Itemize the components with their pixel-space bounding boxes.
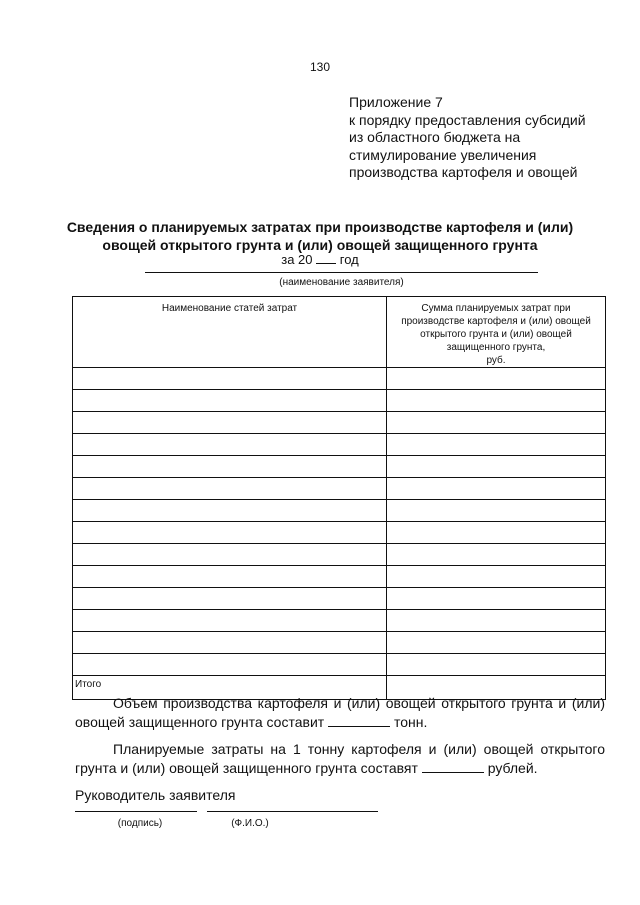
cost-sum-cell [387,434,606,456]
table-row [73,610,606,632]
cost-item-cell [73,478,387,500]
cost-sum-cell [387,654,606,676]
cost-sum-cell [387,632,606,654]
table-row [73,544,606,566]
cost-item-cell [73,368,387,390]
appendix-header [349,94,586,182]
cost-sum-cell [387,544,606,566]
volume-text: Объем производства картофеля и (или) овощей открытого грунта и (или) овощей защищенного грунта составит [75,695,605,730]
cost-sum-cell [387,588,606,610]
volume-blank [328,714,390,727]
cost-sum-cell [387,610,606,632]
cost-item-cell [73,500,387,522]
cost-sum-cell [387,522,606,544]
signature-line [75,811,197,812]
cost-item-cell [73,654,387,676]
table-header-row [73,297,606,368]
table-row [73,434,606,456]
signer-label: Руководитель заявителя [75,787,236,803]
cost-sum-cell [387,456,606,478]
cost-sum-cell [387,500,606,522]
year-blank [316,251,336,264]
table-row [73,632,606,654]
cost-item-cell [73,412,387,434]
table-row [73,588,606,610]
appendix-line: производства картофеля и овощей [349,164,578,180]
cost-sum-cell [387,412,606,434]
cost-item-cell [73,544,387,566]
year-prefix: за 20 [281,252,313,267]
table-row [73,522,606,544]
cost-per-ton-paragraph [75,740,605,778]
cost-per-ton-unit: рублей. [487,760,538,776]
appendix-line: Приложение 7 [349,94,443,110]
applicant-name-line [145,272,538,273]
fio-caption: (Ф.И.О.) [231,818,269,829]
cost-item-cell [73,434,387,456]
page-number: 130 [309,60,331,74]
volume-unit: тонн. [393,714,428,730]
cost-item-cell [73,610,387,632]
table-row [73,654,606,676]
signature-caption: (подпись) [117,818,163,829]
cost-sum-cell [387,368,606,390]
table-row [73,566,606,588]
cost-item-cell [73,588,387,610]
cost-item-cell [73,522,387,544]
cost-item-cell [73,390,387,412]
table-row [73,390,606,412]
document-title [40,218,600,254]
cost-sum-cell [387,478,606,500]
table-row [73,456,606,478]
cost-sum-cell [387,566,606,588]
cost-per-ton-text: Планируемые затраты на 1 тонну картофеля и (или) овощей открытого грунта и (или) овощей защищенного грунта составят [75,741,605,776]
production-volume-paragraph [75,694,605,732]
cost-per-ton-blank [422,760,484,773]
cost-sum-cell [387,390,606,412]
table-row [73,412,606,434]
title-line-2: овощей открытого грунта и (или) овощей защищенного грунта [102,237,538,253]
column-header-planned-sum: Сумма планируемых затрат при производстве картофеля и (или) овощей открытого грунта и (или) овощей защищенного грунта, руб. [387,297,606,368]
table-row [73,368,606,390]
applicant-caption: (наименование заявителя) [279,277,404,288]
table-row [73,500,606,522]
title-line-1: Сведения о планируемых затратах при производстве картофеля и (или) [66,219,574,235]
cost-table [72,296,606,700]
table-row [73,478,606,500]
cost-item-cell [73,566,387,588]
fio-line [207,811,378,812]
cost-item-cell [73,632,387,654]
total-label: Итого [73,676,387,700]
year-suffix: год [339,252,359,267]
column-header-cost-items: Наименование статей затрат [73,297,387,368]
appendix-line: стимулирование увеличения [349,146,537,163]
year-line [0,251,640,267]
appendix-line: из областного бюджета на [349,129,521,145]
appendix-line: к порядку предоставления субсидий [349,111,586,128]
cost-item-cell [73,456,387,478]
